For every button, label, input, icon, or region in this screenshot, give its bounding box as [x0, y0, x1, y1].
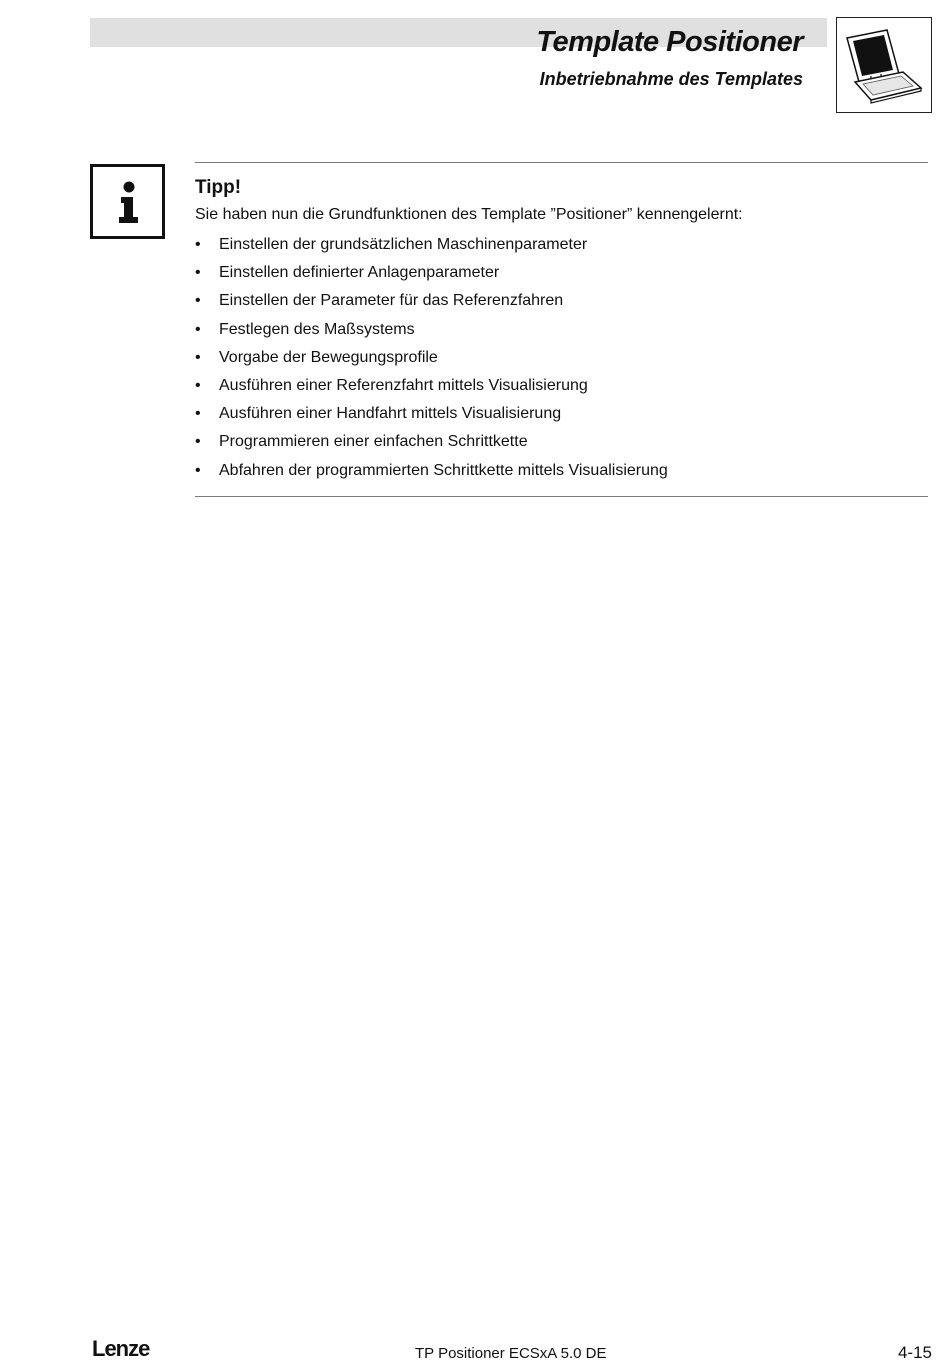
bullet: •: [195, 405, 201, 423]
bullet: •: [195, 264, 201, 282]
tip-heading: Tipp!: [195, 177, 242, 198]
bullet: •: [195, 320, 201, 338]
bullet: •: [195, 461, 201, 479]
lenze-logo: Lenze: [92, 1336, 150, 1361]
bullet: •: [195, 292, 201, 310]
list-item-text: Ausführen einer Handfahrt mittels Visualisierung: [219, 405, 562, 423]
info-icon: [90, 164, 165, 239]
page-number: 4-15: [897, 1343, 932, 1362]
list-item-text: Einstellen der Parameter für das Referenzfahren: [219, 292, 564, 310]
list-item: [195, 320, 668, 348]
bullet: •: [195, 348, 201, 366]
list-item-text: Programmieren einer einfachen Schrittkette: [219, 433, 528, 451]
tip-list: [195, 235, 668, 489]
list-item: [195, 263, 668, 291]
list-item-text: Abfahren der programmierten Schrittkette mittels Visualisierung: [219, 461, 668, 479]
list-item: [195, 404, 668, 432]
list-item: [195, 235, 668, 263]
laptop-icon: [836, 17, 932, 113]
list-item-text: Einstellen definierter Anlagenparameter: [219, 264, 500, 282]
divider-top: [195, 162, 928, 163]
list-item: [195, 348, 668, 376]
list-item-text: Vorgabe der Bewegungsprofile: [219, 348, 438, 366]
page-title: Template Positioner: [536, 26, 803, 58]
list-item-text: Ausführen einer Referenzfahrt mittels Visualisierung: [219, 376, 588, 394]
list-item-text: Einstellen der grundsätzlichen Maschinenparameter: [219, 236, 588, 253]
list-item: [195, 291, 668, 319]
footer-document-title: TP Positioner ECSxA 5.0 DE: [415, 1345, 607, 1362]
list-item: [195, 461, 668, 489]
list-item-text: Festlegen des Maßsystems: [219, 320, 415, 338]
tip-intro: Sie haben nun die Grundfunktionen des Template ”Positioner” kennengelernt:: [195, 206, 743, 223]
page-subtitle: Inbetriebnahme des Templates: [539, 69, 803, 89]
list-item: [195, 432, 668, 460]
bullet: •: [195, 236, 201, 253]
bullet: •: [195, 433, 201, 451]
bullet: •: [195, 376, 201, 394]
divider-bottom: [195, 496, 928, 497]
list-item: [195, 376, 668, 404]
